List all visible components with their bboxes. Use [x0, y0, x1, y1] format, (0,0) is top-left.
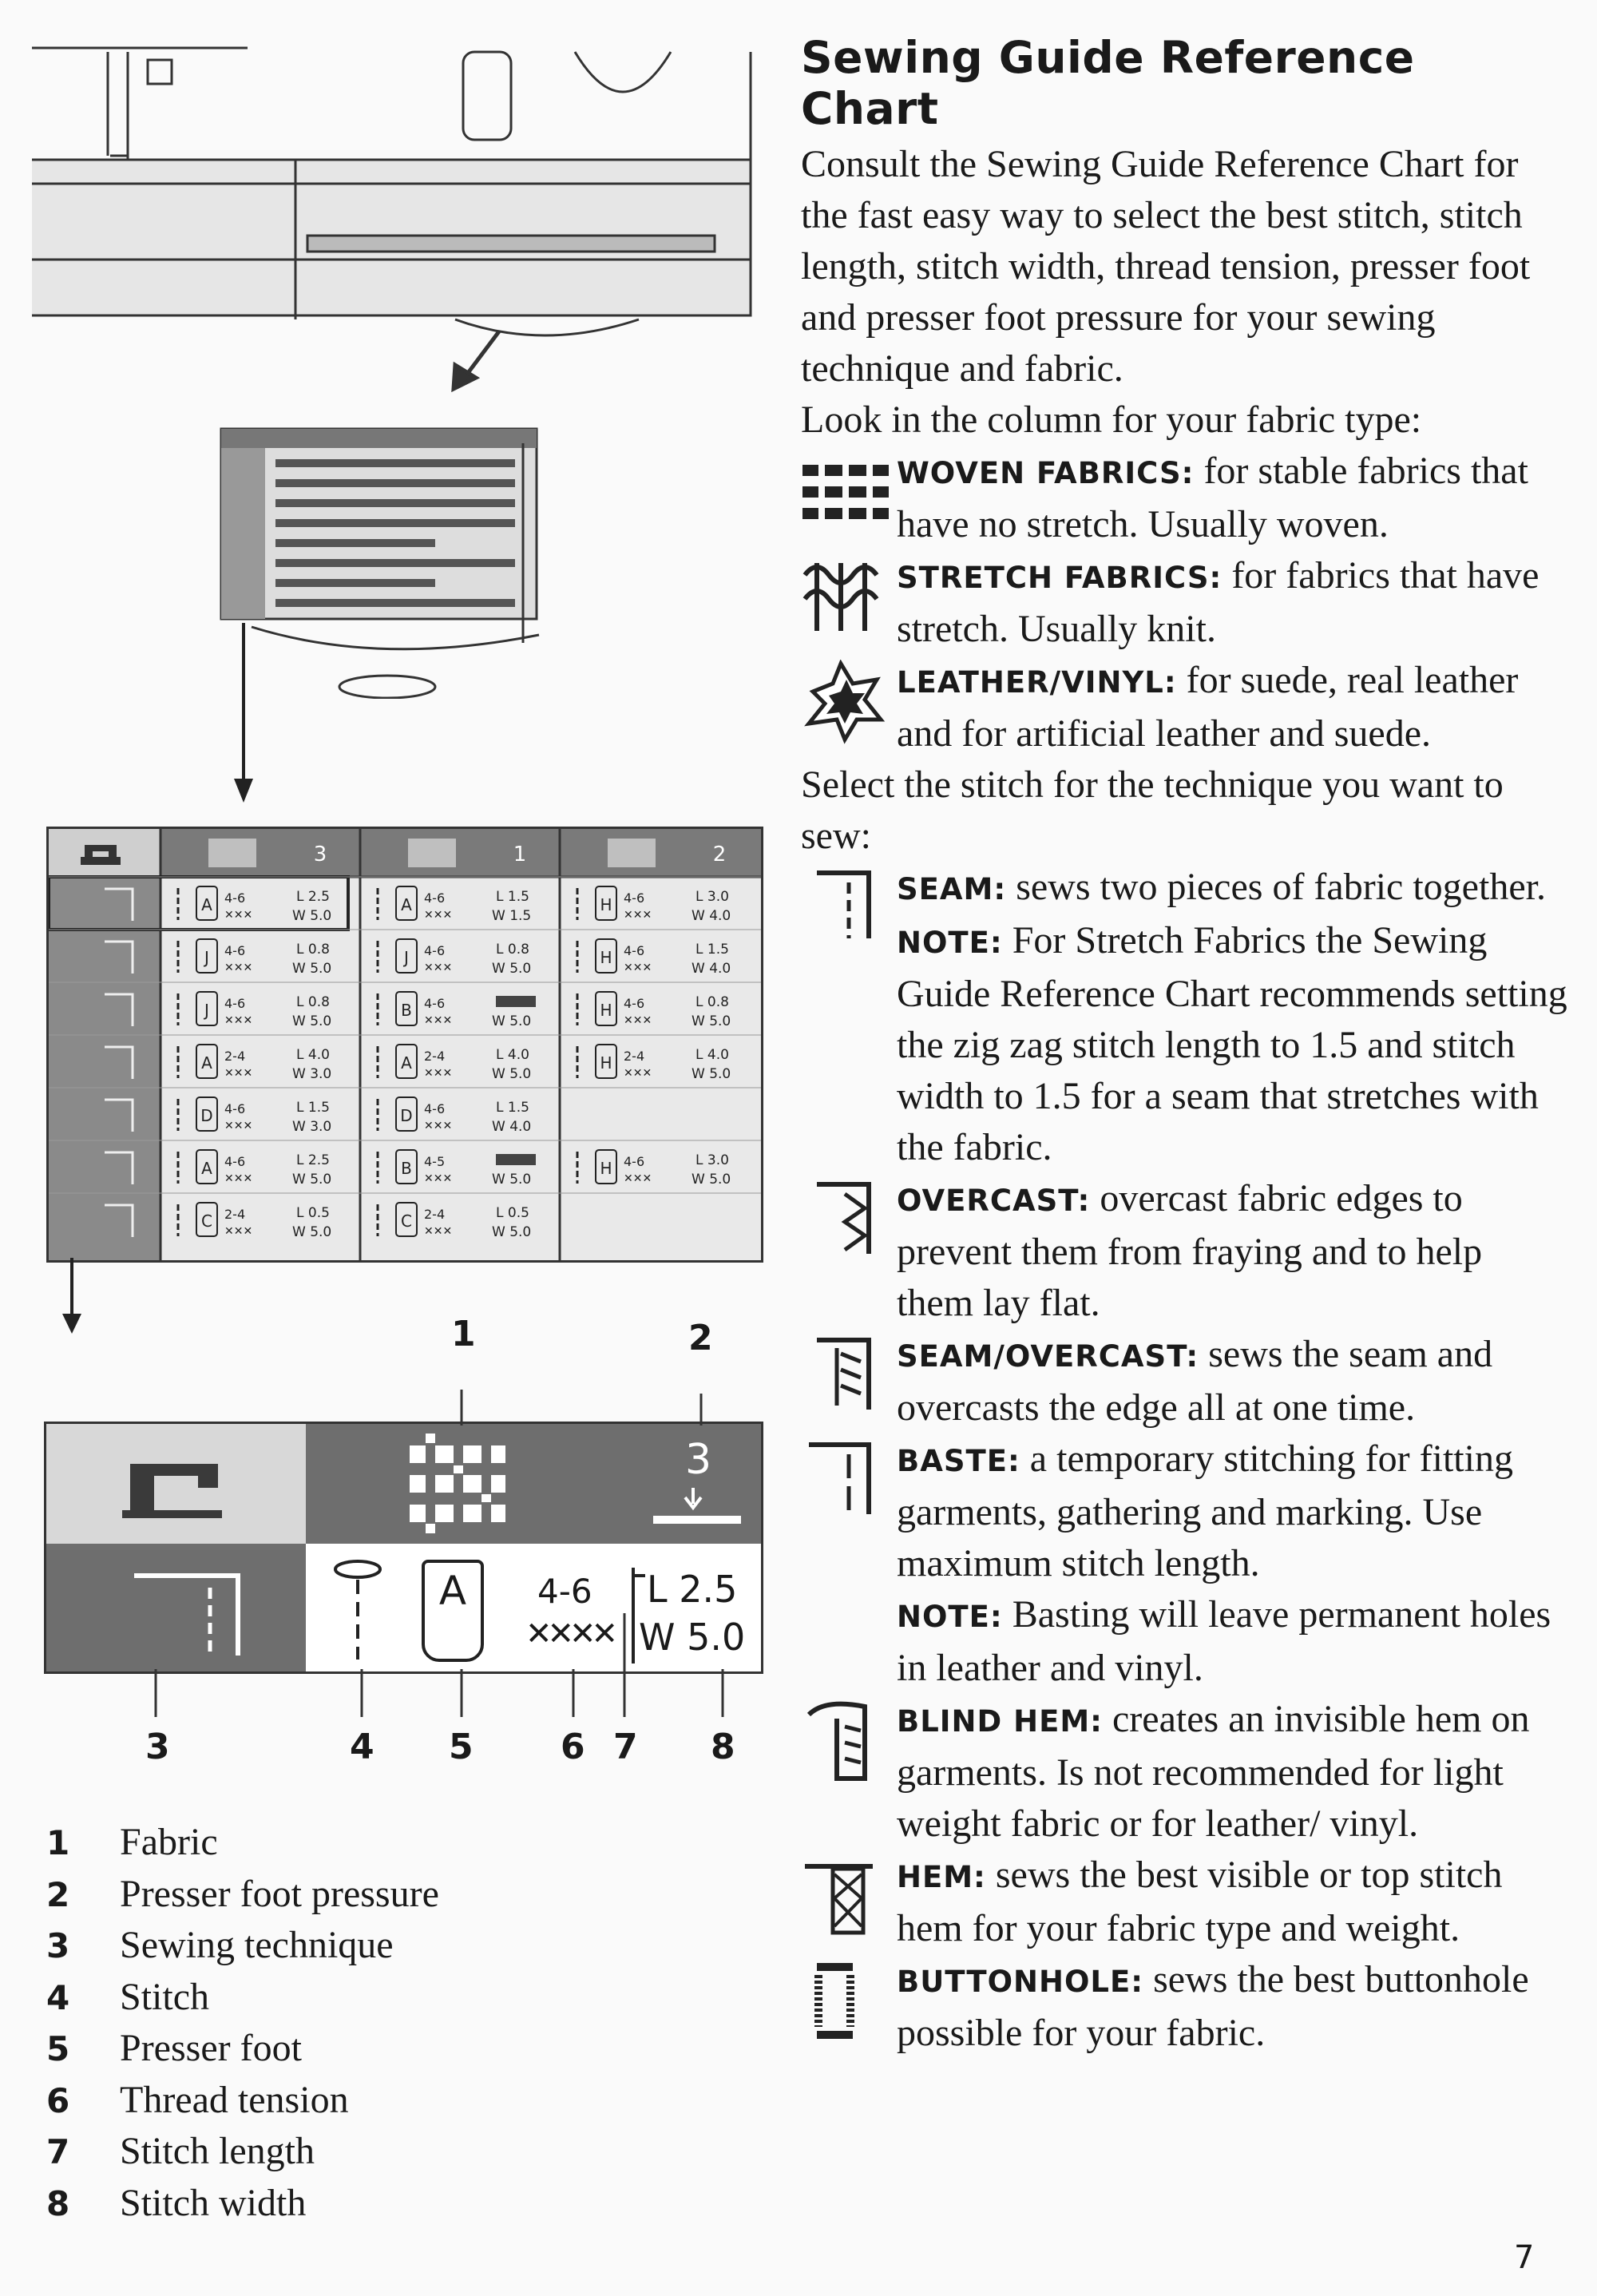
tension-icon: ✕✕✕: [424, 1067, 453, 1080]
stitch-width-value: W 5.0: [492, 961, 532, 977]
overcast-icon: [801, 1178, 890, 1266]
technique-label: BLIND HEM:: [897, 1704, 1103, 1739]
fabric-text: for suede, real leather and for artificial leather and suede.: [897, 659, 1519, 755]
blind-hem-icon: [801, 1699, 890, 1786]
thread-tension-value: 2-4: [224, 1049, 246, 1064]
stitch-width-value: W 1.5: [492, 908, 532, 924]
fabric-leather: [801, 655, 1567, 759]
stitch-length-value: L 3.0: [695, 889, 729, 905]
stitch-length-value: L 0.5: [496, 1205, 529, 1221]
thread-tension-value: 4-6: [224, 890, 246, 906]
page-number: 7: [1514, 2239, 1535, 2276]
thread-tension-value: 4-6: [224, 996, 246, 1011]
legend-item: 7 Stitch length: [46, 2130, 315, 2172]
thread-tension-value: 4-6: [624, 943, 645, 958]
fabric-text: for fabrics that have stretch. Usually knit.: [897, 554, 1540, 650]
tension-icon: ✕✕✕: [424, 909, 453, 922]
presser-foot-letter: J: [204, 948, 209, 967]
technique-text: a temporary stitching for fitting garments, gathering and marking. Use maximum stitch length.: [897, 1437, 1513, 1584]
presser-foot-letter: A: [401, 1053, 412, 1073]
leather-icon: [801, 660, 890, 747]
stitch-width-value: W 5.0: [692, 1172, 731, 1188]
technique-text: creates an invisible hem on garments. Is not recommended for light weight fabric or for leather/ vinyl.: [897, 1698, 1530, 1845]
callout-4: 4: [350, 1727, 374, 1767]
stitch-length-value: L 0.5: [296, 1205, 330, 1221]
woven-fabric-icon: [801, 450, 890, 538]
callout-6: 6: [561, 1727, 585, 1767]
tension-icon: ✕✕✕: [624, 909, 652, 922]
stitch-width-value: W 5.0: [492, 1224, 532, 1240]
stitch-length-value: L 2.5: [296, 1152, 330, 1168]
legend-item: 6 Thread tension: [46, 2078, 349, 2121]
stitch-width-value: W 5.0: [492, 1013, 532, 1029]
stitch-width-value: W 4.0: [692, 908, 731, 924]
legend-item: 2 Presser foot pressure: [46, 1872, 439, 1915]
technique-text: sews the best visible or top stitch hem for your fabric type and weight.: [897, 1854, 1503, 1949]
tension-icon: ✕✕✕: [224, 1120, 253, 1132]
technique-label: BUTTONHOLE:: [897, 1965, 1144, 1999]
tension-icon: ✕✕✕: [224, 1225, 253, 1238]
thread-tension-icon: ✕✕✕✕: [525, 1616, 614, 1652]
technique-baste: [801, 1434, 1567, 1694]
thread-tension-value: 4-5: [424, 1154, 446, 1169]
thread-tension-value: 4-6: [424, 996, 446, 1011]
stitch-length-value: L 0.8: [496, 942, 529, 958]
stitch-length-value: L 0.8: [296, 942, 330, 958]
tension-icon: ✕✕✕: [624, 962, 652, 974]
technique-label: BASTE:: [897, 1444, 1020, 1478]
presser-foot-letter: D: [400, 1106, 413, 1125]
presser-foot-letter: A: [201, 1159, 212, 1178]
tension-icon: ✕✕✕: [424, 1225, 453, 1238]
technique-label: HEM:: [897, 1860, 986, 1894]
callout-7: 7: [613, 1727, 638, 1767]
presser-foot-letter: H: [600, 1001, 612, 1020]
note-text: For Stretch Fabrics the Sewing Guide Reference Chart recommends setting the zig zag stitch length to 1.5 and stitch width to 1.5 for a seam that stretches with the fabric.: [897, 919, 1567, 1168]
stitch-width-value: W 3.0: [292, 1066, 332, 1082]
stitch-length-value: L 1.5: [695, 942, 729, 958]
presser-foot-letter: A: [201, 895, 212, 914]
tension-icon: ✕✕✕: [224, 1014, 253, 1027]
stitch-width-value: W 5.0: [639, 1616, 746, 1659]
fabric-label: WOVEN FABRICS:: [897, 456, 1195, 490]
thread-tension-value: 4-6: [537, 1572, 592, 1611]
thread-tension-value: 2-4: [624, 1049, 645, 1064]
tension-icon: ✕✕✕: [224, 962, 253, 974]
woven-fabric-icon: [208, 839, 256, 867]
stitch-length-value: L 0.8: [695, 994, 729, 1010]
chart-thumbnail: [220, 427, 555, 699]
thread-tension-value: 2-4: [424, 1207, 446, 1222]
stitch-length-value: L 1.5: [496, 1100, 529, 1116]
technique-hem: [801, 1850, 1567, 1954]
tension-icon: ✕✕✕: [624, 1014, 652, 1027]
legend-item: 5 Presser foot: [46, 2027, 302, 2069]
stitch-width-value: W 5.0: [292, 908, 332, 924]
seam-overcast-icon: [801, 1334, 890, 1422]
thread-tension-value: 4-6: [624, 890, 645, 906]
presser-foot-letter: D: [200, 1106, 213, 1125]
tension-icon: ✕✕✕: [424, 1014, 453, 1027]
presser-foot-letter: H: [600, 1053, 612, 1073]
baste-icon: [801, 1438, 890, 1526]
technique-label: OVERCAST:: [897, 1184, 1091, 1218]
technique-label: SEAM:: [897, 872, 1007, 906]
stitch-length-value: L 3.0: [695, 1152, 729, 1168]
sewing-machine-illustration: [32, 44, 767, 419]
presser-foot-pressure-value: 3: [685, 1436, 712, 1484]
table-header-pressure: 3: [313, 843, 327, 866]
stretch-fabric-icon: [801, 555, 890, 643]
legend-item: 1 Fabric: [46, 1821, 218, 1863]
thread-tension-value: 4-6: [624, 996, 645, 1011]
stitch-width-value: W 3.0: [292, 1119, 332, 1135]
presser-foot-letter: J: [404, 948, 409, 967]
technique-buttonhole: [801, 1954, 1567, 2059]
stitch-width-value: W 4.0: [492, 1119, 532, 1135]
legend-item: 4 Stitch: [46, 1975, 210, 2018]
presser-foot-letter: B: [401, 1001, 412, 1020]
technique-seam-overcast: [801, 1329, 1567, 1434]
note-label: NOTE:: [897, 926, 1003, 960]
callout-3: 3: [145, 1727, 170, 1767]
table-header-pressure: 2: [712, 843, 727, 866]
fabric-stretch: [801, 550, 1567, 655]
fabric-woven: [801, 446, 1567, 550]
presser-foot-letter: A: [401, 895, 412, 914]
thread-tension-value: 4-6: [424, 943, 446, 958]
note-text: Basting will leave permanent holes in leather and vinyl.: [897, 1593, 1551, 1689]
arrow-down-icon: [232, 623, 256, 807]
stitch-length-value: L 0.8: [296, 994, 330, 1010]
technique-text: overcast fabric edges to prevent them from fraying and to help them lay flat.: [897, 1177, 1483, 1324]
tension-icon: ✕✕✕: [424, 1172, 453, 1185]
stitch-length-value: L 1.5: [496, 889, 529, 905]
technique-blind-hem: [801, 1694, 1567, 1850]
fabric-label: LEATHER/VINYL:: [897, 665, 1177, 700]
legend-item: 3 Sewing technique: [46, 1924, 394, 1966]
seam-icon: [801, 866, 890, 954]
stitch-length-value: L 4.0: [695, 1047, 729, 1063]
select-paragraph: Select the stitch for the technique you want to sew:: [801, 763, 1504, 857]
stitch-length-bar: [496, 1154, 536, 1165]
hem-icon: [801, 1854, 890, 1942]
stitch-width-value: W 5.0: [492, 1066, 532, 1082]
thread-tension-value: 2-4: [424, 1049, 446, 1064]
presser-foot-letter: H: [600, 1159, 612, 1178]
presser-foot-letter: C: [401, 1211, 412, 1231]
tension-icon: ✕✕✕: [424, 1120, 453, 1132]
tension-icon: ✕✕✕: [224, 1172, 253, 1185]
stitch-width-value: W 5.0: [292, 961, 332, 977]
stitch-width-value: W 5.0: [492, 1172, 532, 1188]
technique-overcast: [801, 1173, 1567, 1329]
arrow-down-icon: [60, 1258, 84, 1338]
thread-tension-value: 2-4: [224, 1207, 246, 1222]
thread-tension-value: 4-6: [224, 1101, 246, 1116]
tension-icon: ✕✕✕: [424, 962, 453, 974]
intro-paragraph: Consult the Sewing Guide Reference Chart for the fast easy way to select the best stitch, stitch length, stitch width, thread tension, presser foot and presser foot pressure for your sewing technique and fabric.: [801, 143, 1531, 390]
technique-label: SEAM/OVERCAST:: [897, 1339, 1199, 1374]
thread-tension-value: 4-6: [424, 890, 446, 906]
legend-list: [46, 1817, 439, 2229]
page-title: Sewing Guide Reference Chart: [801, 32, 1415, 134]
stitch-width-value: W 4.0: [692, 961, 731, 977]
stitch-width-value: W 5.0: [292, 1172, 332, 1188]
note-label: NOTE:: [897, 1600, 1003, 1634]
callout-1: 1: [451, 1314, 476, 1354]
presser-foot-letter: C: [201, 1211, 212, 1231]
fabric-text: for stable fabrics that have no stretch. Usually woven.: [897, 450, 1528, 545]
stitch-length-value: L 1.5: [296, 1100, 330, 1116]
legend-item: 8 Stitch width: [46, 2181, 307, 2224]
leather-fabric-icon: [608, 839, 656, 867]
stitch-length-value: L 2.5: [647, 1568, 738, 1611]
presser-foot-letter: H: [600, 895, 612, 914]
tension-icon: ✕✕✕: [224, 909, 253, 922]
callout-lines: [0, 1350, 798, 1749]
stretch-fabric-icon: [408, 839, 456, 867]
stitch-width-value: W 5.0: [292, 1224, 332, 1240]
stitch-width-value: W 5.0: [292, 1013, 332, 1029]
thread-tension-value: 4-6: [624, 1154, 645, 1169]
tension-icon: ✕✕✕: [224, 1067, 253, 1080]
stitch-length-value: L 4.0: [296, 1047, 330, 1063]
tension-icon: ✕✕✕: [624, 1172, 652, 1185]
stitch-length-value: L 2.5: [296, 889, 330, 905]
stitch-length-value: L 4.0: [496, 1047, 529, 1063]
presser-foot-value: A: [438, 1568, 467, 1614]
presser-foot-letter: J: [204, 1001, 209, 1020]
look-paragraph: Look in the column for your fabric type:: [801, 399, 1422, 441]
technique-text: sews the best buttonhole possible for your fabric.: [897, 1958, 1529, 2054]
thread-tension-value: 4-6: [224, 1154, 246, 1169]
technique-seam: [801, 862, 1567, 1173]
tension-icon: ✕✕✕: [624, 1067, 652, 1080]
presser-foot-letter: H: [600, 948, 612, 967]
stitch-width-value: W 5.0: [692, 1066, 731, 1082]
fabric-label: STRETCH FABRICS:: [897, 561, 1223, 595]
thread-tension-value: 4-6: [224, 943, 246, 958]
thread-tension-value: 4-6: [424, 1101, 446, 1116]
reference-chart-table: [46, 827, 763, 1263]
callout-8: 8: [711, 1727, 735, 1767]
callout-5: 5: [449, 1727, 474, 1767]
presser-foot-letter: B: [401, 1159, 412, 1178]
technique-text: sews the seam and overcasts the edge all at one time.: [897, 1333, 1493, 1429]
buttonhole-icon: [801, 1959, 890, 2047]
table-header-pressure: 1: [513, 843, 527, 866]
text-column: [801, 32, 1567, 2059]
stitch-length-bar: [496, 996, 536, 1007]
presser-foot-letter: A: [201, 1053, 212, 1073]
technique-text: sews two pieces of fabric together.: [1006, 866, 1546, 908]
callout-2: 2: [688, 1318, 713, 1358]
stitch-width-value: W 5.0: [692, 1013, 731, 1029]
